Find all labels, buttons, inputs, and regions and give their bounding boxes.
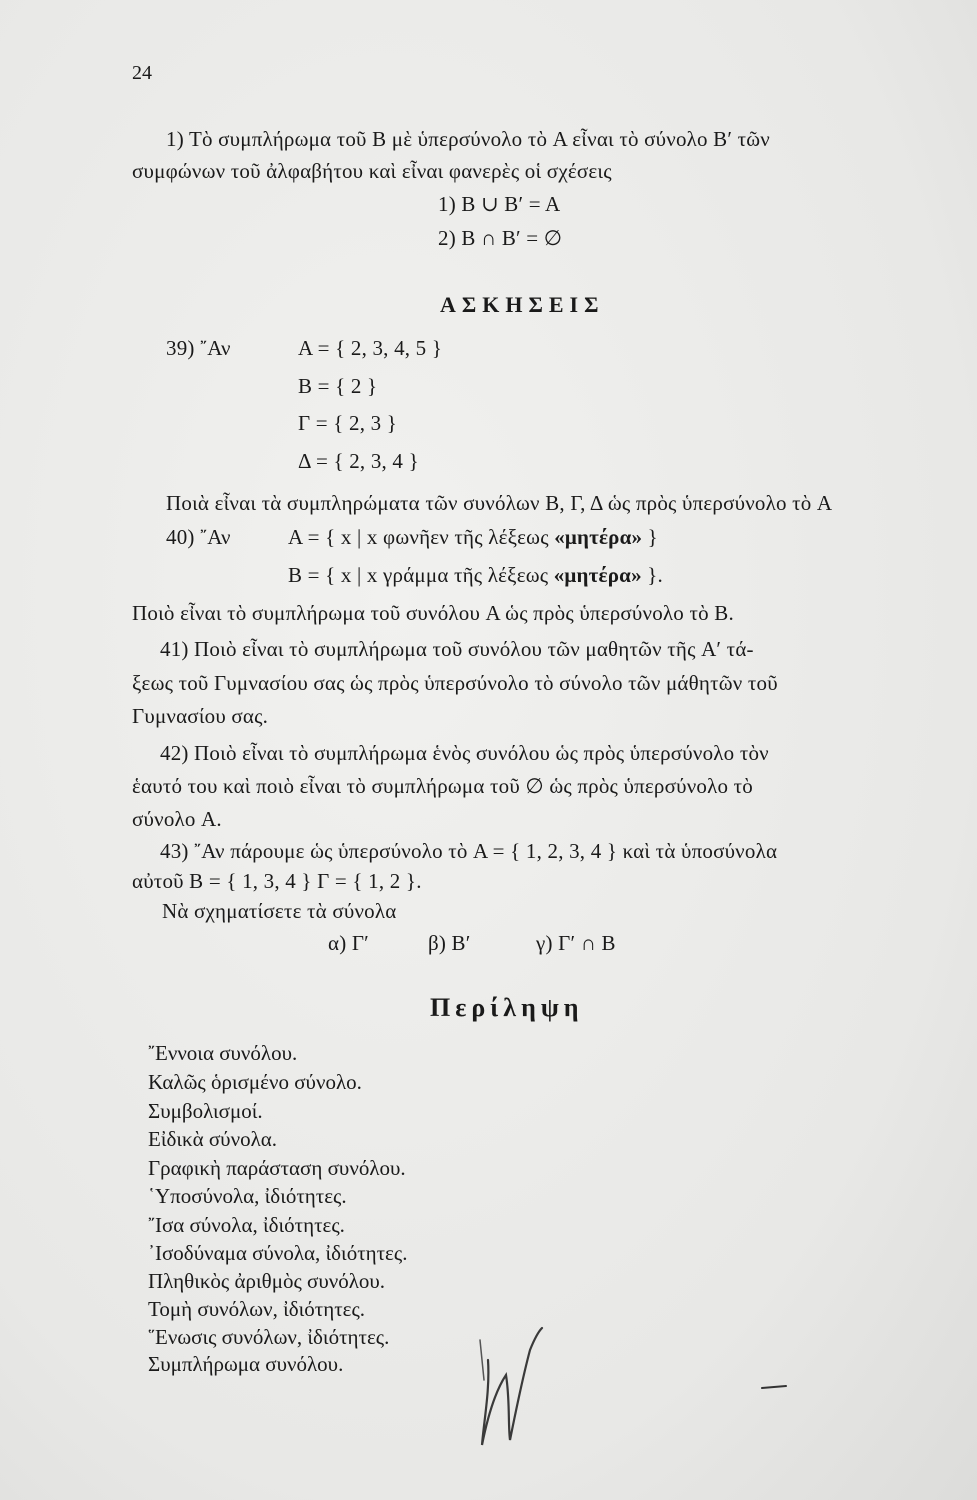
summary-item: ᾿Ισοδύναμα σύνολα, ἰδιότητες. xyxy=(148,1241,408,1265)
ex43-option-c: γ) Γ′ ∩ B xyxy=(536,931,616,955)
ex41-line-1: 41) Ποιὸ εἶναι τὸ συμπλήρωμα τοῦ συνόλου τῶν μαθητῶν τῆς A′ τά- xyxy=(160,637,754,661)
summary-heading: Περίληψη xyxy=(430,993,584,1022)
pencil-stroke xyxy=(760,1380,790,1394)
intro-line-1: 1) Τὸ συμπλήρωμα τοῦ B μὲ ὑπερσύνολο τὸ A εἶναι τὸ σύνολο B′ τῶν xyxy=(166,127,770,151)
handwritten-mark xyxy=(470,1320,560,1450)
ex40-label: 40) ῎Αν xyxy=(166,525,231,549)
ex39-set-b: B = { 2 } xyxy=(298,374,378,398)
ex40-set-a xyxy=(288,524,658,550)
summary-item: Γραφικὴ παράσταση συνόλου. xyxy=(148,1156,406,1180)
ex40-set-b xyxy=(288,562,663,588)
summary-item: Συμβολισμοί. xyxy=(148,1099,263,1123)
exercises-heading: ΑΣΚΗΣΕΙΣ xyxy=(440,292,605,317)
ex41-line-2: ξεως τοῦ Γυμνασίου σας ὡς πρὸς ὑπερσύνολο τὸ σύνολο τῶν μάθητῶν τοῦ xyxy=(132,671,778,695)
ex43-option-a: α) Γ′ xyxy=(328,931,369,955)
intro-relation-2: 2) B ∩ B′ = ∅ xyxy=(438,226,563,250)
ex41-line-3: Γυμνασίου σας. xyxy=(132,704,269,728)
ex43-line-2: αὐτοῦ B = { 1, 3, 4 } Γ = { 1, 2 }. xyxy=(132,869,422,893)
summary-item: ῎Ισα σύνολα, ἰδιότητες. xyxy=(148,1213,345,1237)
summary-item: Τομὴ συνόλων, ἰδιότητες. xyxy=(148,1297,366,1321)
ex40-set-b-close: }. xyxy=(641,563,663,587)
summary-item: Συμπλήρωμα συνόλου. xyxy=(148,1352,344,1376)
intro-line-2: συμφώνων τοῦ ἀλφαβήτου καὶ εἶναι φανερὲς οἱ σχέσεις xyxy=(132,159,612,183)
ex40-set-a-word: «μητέρα» xyxy=(554,525,643,549)
ex39-question: Ποιὰ εἶναι τὰ συμπληρώματα τῶν συνόλων B, Γ, Δ ὡς πρὸς ὑπερσύνολο τὸ A xyxy=(166,491,833,515)
ex39-label: 39) ῎Αν xyxy=(166,336,231,360)
ex42-line-1: 42) Ποιὸ εἶναι τὸ συμπλήρωμα ἑνὸς συνόλου ὡς πρὸς ὑπερσύνολο τὸν xyxy=(160,741,769,765)
intro-relation-1: 1) B ∪ B′ = A xyxy=(438,192,561,216)
ex42-line-3: σύνολο A. xyxy=(132,807,222,831)
page-number: 24 xyxy=(132,62,152,84)
ex40-set-a-close: } xyxy=(642,525,658,549)
ex40-set-a-text: A = { x | x φωνῆεν τῆς λέξεως xyxy=(288,525,555,549)
summary-item: ῾Υποσύνολα, ἰδιότητες. xyxy=(148,1184,347,1208)
summary-item: Καλῶς ὁρισμένο σύνολο. xyxy=(148,1070,362,1094)
ex39-set-g: Γ = { 2, 3 } xyxy=(298,411,398,435)
ex39-set-a: A = { 2, 3, 4, 5 } xyxy=(298,336,443,360)
summary-item: Πληθικὸς ἀριθμὸς συνόλου. xyxy=(148,1269,386,1293)
ex43-line-3: Νὰ σχηματίσετε τὰ σύνολα xyxy=(162,899,397,923)
ex43-line-1: 43) ῎Αν πάρουμε ὡς ὑπερσύνολο τὸ A = { 1, 2, 3, 4 } καὶ τὰ ὑποσύνολα xyxy=(160,839,778,863)
summary-item: ῞Ενωσις συνόλων, ἰδιότητες. xyxy=(148,1325,390,1349)
ex40-set-b-text: B = { x | x γράμμα τῆς λέξεως xyxy=(288,563,554,587)
summary-item: ῎Εννοια συνόλου. xyxy=(148,1041,298,1065)
ex40-question: Ποιὸ εἶναι τὸ συμπλήρωμα τοῦ συνόλου A ὡς πρὸς ὑπερσύνολο τὸ B. xyxy=(132,601,734,625)
ex39-set-d: Δ = { 2, 3, 4 } xyxy=(298,449,419,473)
summary-item: Εἰδικὰ σύνολα. xyxy=(148,1127,278,1151)
ex40-set-b-word: «μητέρα» xyxy=(553,563,642,587)
ex42-line-2: ἑαυτό του καὶ ποιὸ εἶναι τὸ συμπλήρωμα τοῦ ∅ ὡς πρὸς ὑπερσύνολο τὸ xyxy=(132,774,753,798)
ex43-option-b: β) B′ xyxy=(428,931,471,955)
